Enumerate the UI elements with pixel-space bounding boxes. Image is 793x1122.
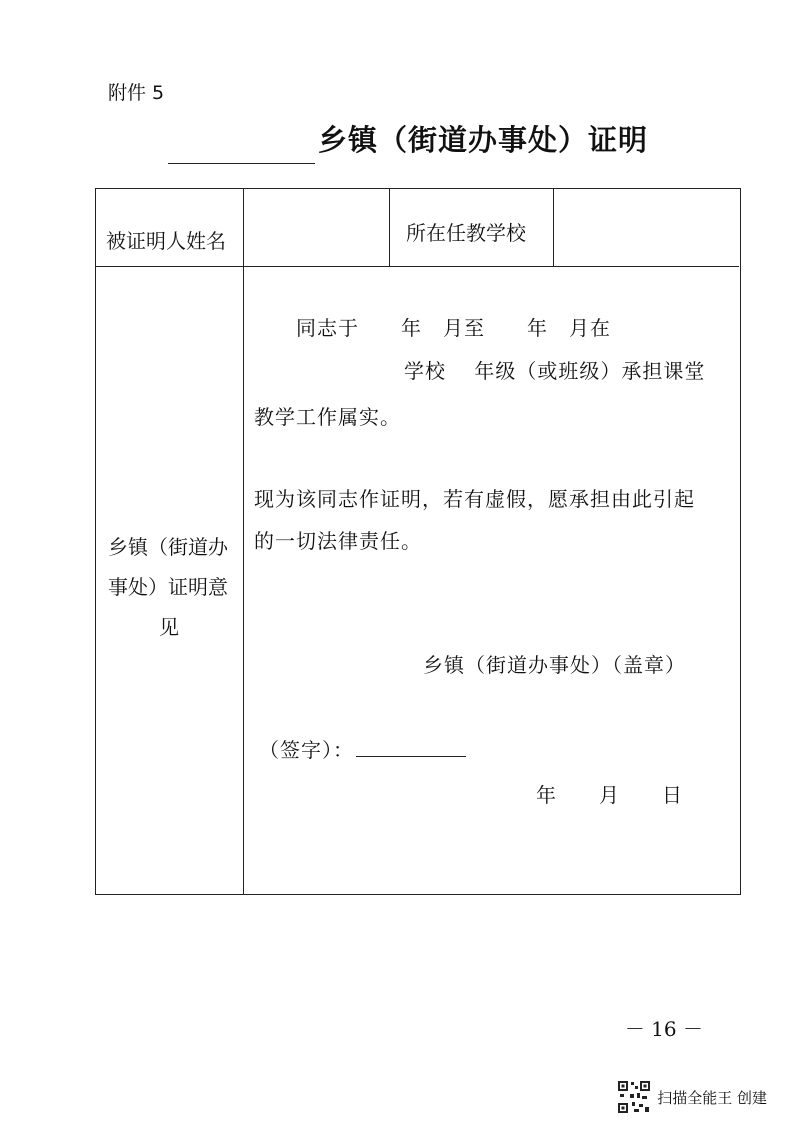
header-row-divider [96,266,739,267]
certificate-table [95,188,741,895]
name-label: 被证明人姓名 [106,229,226,253]
date-text: 年 月 日 [536,783,683,807]
footer-text: 扫描全能王 创建 [657,1088,767,1107]
header-divider-2 [553,189,554,266]
content-line-5: 的一切法律责任。 [254,529,422,553]
sign-label: （签字）： [259,738,354,762]
name-value-cell[interactable] [248,193,384,263]
page-title: 乡镇（街道办事处）证明 [318,123,649,157]
opinion-label-line-1: 乡镇（街道办 [108,535,228,559]
seal-text: 乡镇（街道办事处）（盖章） [423,653,686,677]
left-column-divider [243,189,244,894]
header-divider-1 [389,189,390,266]
scanner-watermark [617,1080,767,1114]
title-blank-line [168,163,315,164]
school-value-cell[interactable] [558,193,734,263]
opinion-label-line-3: 见 [159,615,179,639]
signature-line[interactable] [356,756,466,757]
content-line-4: 现为该同志作证明，若有虚假，愿承担由此引起 [254,487,695,511]
content-line-2: 学校 年级（或班级）承担课堂 [404,359,706,383]
attachment-label: 附件 5 [108,82,165,104]
content-line-3: 教学工作属实。 [254,405,401,429]
page-number: － 16 － [624,1017,703,1041]
school-label: 所在任教学校 [406,221,526,245]
opinion-label-line-2: 事处）证明意 [108,575,228,599]
qr-code-icon [617,1080,651,1114]
content-line-1: 同志于 年 月至 年 月在 [296,316,611,340]
